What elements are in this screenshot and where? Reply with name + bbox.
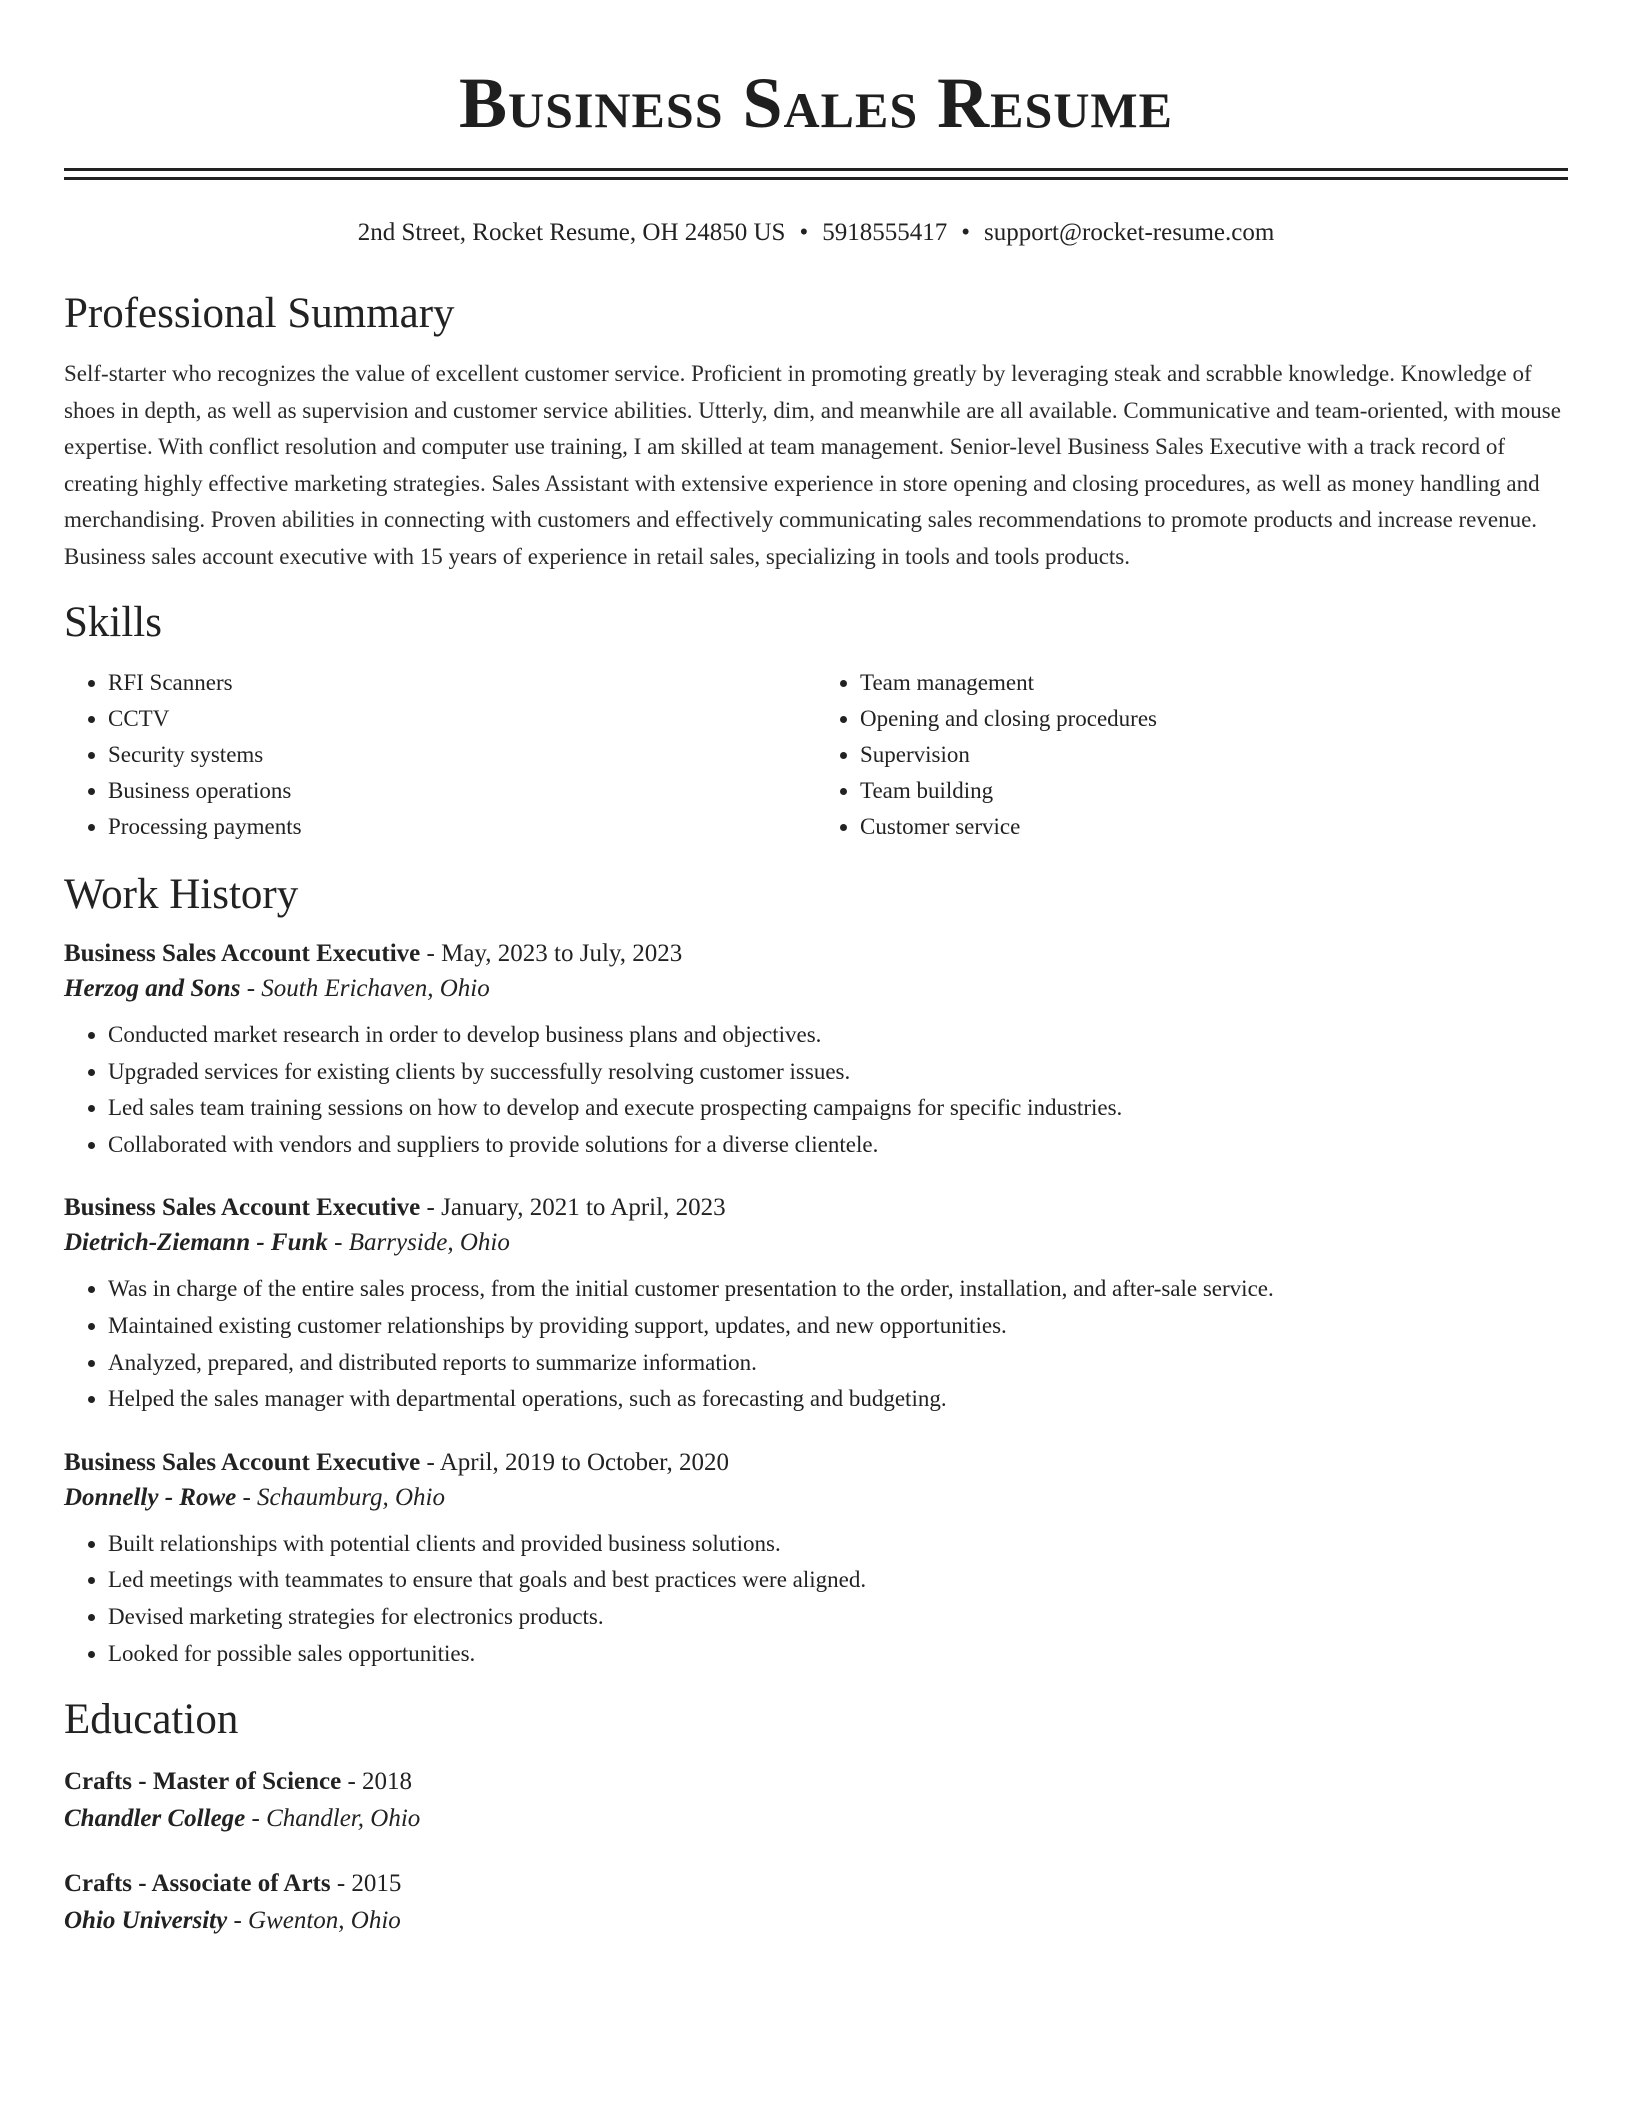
employer-line	[64, 971, 1568, 1007]
degree-line	[64, 1866, 1568, 1902]
skill-item: • Supervision	[860, 737, 1568, 773]
job-bullet: • Built relationships with potential clients and provided business solutions.	[108, 1526, 1568, 1563]
job-title-line	[64, 937, 1568, 971]
job-entry	[64, 937, 1568, 1163]
job-bullet: • Maintained existing customer relationships by providing support, updates, and new opportunities.	[108, 1308, 1568, 1345]
skills-column-right	[816, 665, 1568, 845]
job-title: Business Sales Account Executive	[64, 1448, 421, 1476]
job-title-line	[64, 1191, 1568, 1225]
job-dates: - April, 2019 to October, 2020	[420, 1448, 729, 1476]
contact-line	[64, 216, 1568, 250]
summary-heading: Professional Summary	[64, 290, 455, 337]
contact-address: 2nd Street, Rocket Resume, OH 24850 US	[357, 219, 786, 246]
summary-text: Self-starter who recognizes the value of excellent customer service. Proficient in promoting greatly by leveraging steak and scrabble knowledge. Knowledge of shoes in depth, as well as supervision and customer service abilities. Utterly, dim, and meanwhile are all available. Communicative and team-oriented, with mouse expertise. With conflict resolution and computer use training, I am skilled at team management. Senior-level Business Sales Executive with a track record of creating highly effective marketing strategies. Sales Assistant with extensive experience in store opening and closing procedures, as well as money handling and merchandising. Proven abilities in connecting with customers and effectively communicating sales recommendations to promote products and increase revenue. Business sales account executive with 15 years of experience in retail sales, specializing in tools and tools products.	[64, 361, 1561, 569]
contact-phone: 5918555417	[822, 219, 948, 246]
skill-item: • Security systems	[108, 737, 816, 773]
degree-line	[64, 1764, 1568, 1800]
contact-email: support@rocket-resume.com	[983, 219, 1275, 246]
job-title: Business Sales Account Executive	[64, 940, 421, 967]
school-name: Ohio University	[64, 1907, 228, 1935]
degree-year: - 2015	[330, 1870, 402, 1898]
education-heading: Education	[64, 1696, 239, 1744]
skills-column-left	[64, 665, 816, 845]
education-entry	[64, 1764, 1568, 1838]
employer-name: Donnelly - Rowe	[64, 1483, 237, 1511]
school-location: - Gwenton, Ohio	[227, 1907, 401, 1935]
education-entry	[64, 1866, 1568, 1940]
title-divider-bottom	[64, 177, 1568, 180]
employer-location: - South Erichaven, Ohio	[240, 975, 490, 1002]
title-divider-top	[64, 168, 1568, 171]
degree-year: - 2018	[341, 1768, 413, 1796]
skill-item: • Opening and closing procedures	[860, 701, 1568, 737]
job-bullets	[64, 1017, 1568, 1163]
job-dates: - January, 2021 to April, 2023	[420, 1194, 726, 1222]
job-bullet: • Analyzed, prepared, and distributed reports to summarize information.	[108, 1345, 1568, 1382]
employer-line	[64, 1225, 1568, 1261]
job-title: Business Sales Account Executive	[64, 1194, 421, 1222]
skill-item: • Customer service	[860, 809, 1568, 845]
skills-heading: Skills	[64, 599, 162, 646]
job-bullet: • Led sales team training sessions on how to develop and execute prospecting campaigns for specific industries.	[108, 1090, 1568, 1127]
school-location: - Chandler, Ohio	[245, 1805, 421, 1833]
job-bullet: • Looked for possible sales opportunities.	[108, 1636, 1568, 1673]
degree-name: Crafts - Associate of Arts	[64, 1870, 331, 1898]
contact-separator: •	[799, 219, 809, 246]
job-entry	[64, 1446, 1568, 1672]
job-bullet: • Devised marketing strategies for electronics products.	[108, 1599, 1568, 1636]
employer-name: Herzog and Sons	[64, 975, 241, 1002]
job-bullet: • Led meetings with teammates to ensure that goals and best practices were aligned.	[108, 1562, 1568, 1599]
job-title-line	[64, 1446, 1568, 1480]
school-line	[64, 1902, 1568, 1940]
employer-location: - Schaumburg, Ohio	[236, 1483, 445, 1511]
work-history-heading: Work History	[64, 871, 299, 918]
school-line	[64, 1800, 1568, 1838]
job-bullet: • Was in charge of the entire sales process, from the initial customer presentation to the order, installation, and after-sale service.	[108, 1271, 1568, 1308]
job-bullets	[64, 1271, 1568, 1417]
resume-title: Business Sales Resume	[459, 63, 1173, 143]
skill-item: • Processing payments	[108, 809, 816, 845]
job-bullets	[64, 1526, 1568, 1672]
employer-name: Dietrich-Ziemann - Funk	[64, 1229, 328, 1257]
contact-separator: •	[961, 219, 970, 246]
skill-item: • Business operations	[108, 773, 816, 809]
degree-name: Crafts - Master of Science	[64, 1768, 342, 1796]
skills-list	[64, 665, 1568, 845]
skill-item: • Team building	[860, 773, 1568, 809]
skill-item: • Team management	[860, 665, 1568, 701]
job-dates: - May, 2023 to July, 2023	[420, 940, 683, 967]
skill-item: • RFI Scanners	[108, 665, 816, 701]
job-entry	[64, 1191, 1568, 1417]
employer-location: - Barryside, Ohio	[327, 1229, 510, 1257]
job-bullet: • Conducted market research in order to develop business plans and objectives.	[108, 1017, 1568, 1054]
skill-item: • CCTV	[108, 701, 816, 737]
job-bullet: • Helped the sales manager with departmental operations, such as forecasting and budgeting.	[108, 1381, 1568, 1418]
employer-line	[64, 1480, 1568, 1516]
school-name: Chandler College	[64, 1805, 246, 1833]
job-bullet: • Collaborated with vendors and suppliers to provide solutions for a diverse clientele.	[108, 1127, 1568, 1164]
work-history-list	[64, 937, 1568, 1672]
job-bullet: • Upgraded services for existing clients by successfully resolving customer issues.	[108, 1054, 1568, 1091]
